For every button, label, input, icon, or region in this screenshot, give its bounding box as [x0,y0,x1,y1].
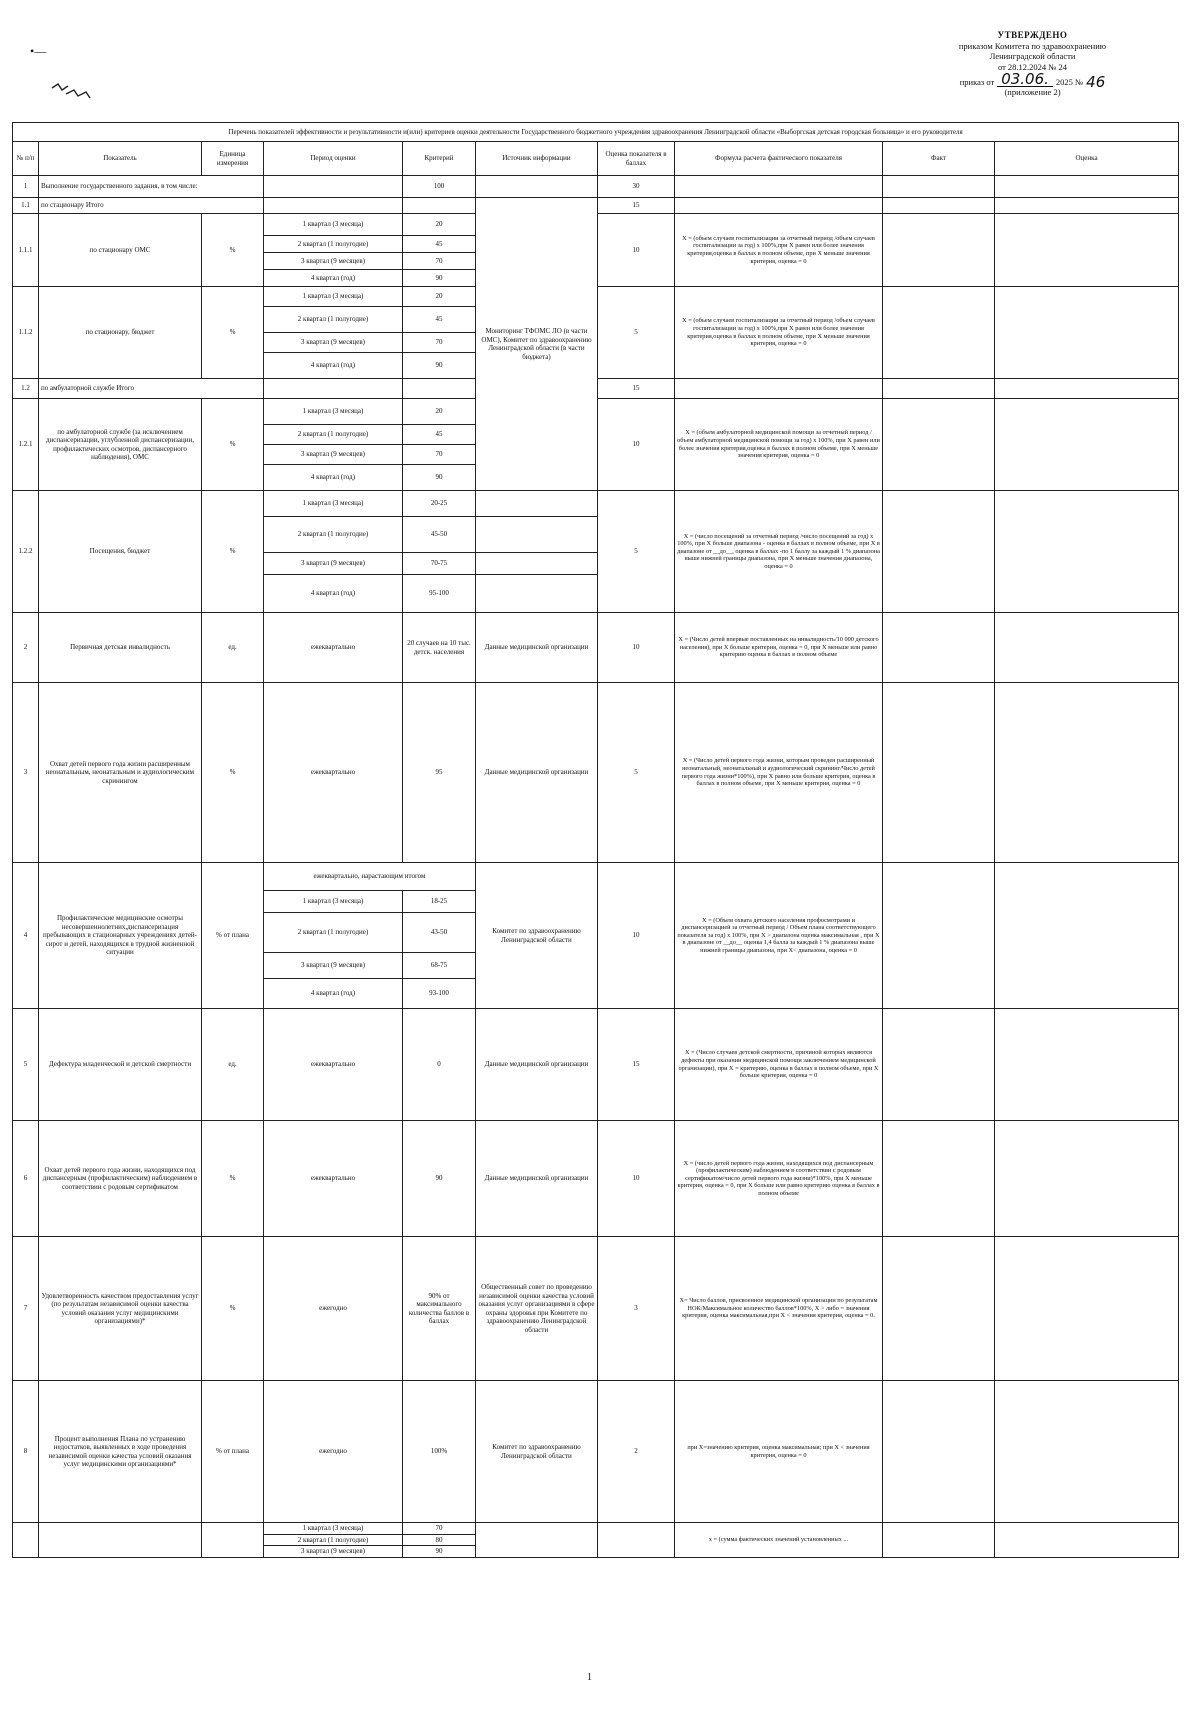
row-period: 1 квартал (3 месяца) [264,287,403,307]
row-criterion: 20 [403,214,476,236]
approval-line-3: от 28.12.2024 № 24 [997,61,1068,72]
row-indicator: по стационару, бюджет [39,287,202,379]
table-row [13,1237,1179,1381]
table-row [13,683,1179,863]
row-source: Данные медицинской организации [476,1009,598,1121]
row-indicator: Первичная детская инвалидность [39,613,202,683]
row-num: 1.1 [13,198,39,214]
row-period: ежеквартально [264,1121,403,1237]
row-period: ежеквартально [264,613,403,683]
row-period: 4 квартал (год) [264,979,403,1009]
row-formula: X = (Число случаев детской смертности, причиной которых являются дефекты при оказании медицинской помощи заключением медицинской организации), при X = критерию, оценка в баллах в полном объеме, при X больше критерия, оценка = 0 [675,1009,883,1121]
row-period: 1 квартал (3 месяца) [264,399,403,425]
row-criterion: 43-50 [403,913,476,953]
row-indicator: Охват детей первого года жизни расширенным неонатальным, неонатальным и аудиологическим скринингом [39,683,202,863]
row-indicator: Профилактические медицинские осмотры несовершеннолетних,диспансеризация пребывающих в стационарных учреждениях детей-сирот и детей, находящихся в трудной жизненной ситуации [39,863,202,1009]
row-formula: X = (число детей первого года жизни, находящихся под диспансерным (профилактическим) наблюдением в соответствии с родовым сертификатом/число детей первого года жизни)*100%, при X меньше критерия, оценка = 0, при X больше или равно критерию оценка в баллах в полном объеме [675,1121,883,1237]
row-period: 2 квартал (1 полугодие) [264,425,403,445]
row-period: 2 квартал (1 полугодие) [264,1534,403,1546]
header-row [13,142,1179,176]
row-source: Комитет по здравоохранению Ленинградской области [476,1381,598,1523]
table-row [13,863,1179,891]
row-criterion: 70-75 [403,553,476,575]
handwritten-mark-icon [48,80,94,102]
header-period: Период оценки [264,142,403,176]
header-indicator: Показатель [39,142,202,176]
row-num: 1 [13,176,39,198]
row-criterion: 45 [403,236,476,253]
row-criterion: 90 [403,353,476,379]
page-number: 1 [587,1672,592,1683]
row-score: 15 [598,379,675,399]
row-unit: % от плана [202,1381,264,1523]
row-indicator: по амбулаторной службе (за исключением диспансеризации, углубленной диспансеризации, профилактических осмотров, диспансерного наблюдения), ОМС [39,399,202,491]
row-score: 10 [598,863,675,1009]
row-criterion: 93-100 [403,979,476,1009]
row-period: ежегодно [264,1237,403,1381]
row-formula: X = (Число детей первого года жизни, которым проведен расширенный неонатальный, неонатальный и аудиологический скрининг/Число детей первого года жизни*100%), при X равно или больше критерия, оценка в баллах в полном объеме, при X меньше критерия, оценка = 0 [675,683,883,863]
row-indicator: по амбулаторной службе Итого [39,379,264,399]
row-criterion: 90 [403,1546,476,1558]
row-indicator: Посещения, бюджет [39,491,202,613]
row-period: 3 квартал (9 месяцев) [264,553,403,575]
table-row [13,1121,1179,1237]
row-indicator: Процент выполнения Плана по устранению недостатков, выявленных в ходе проведения независимой оценки качества условий оказания услуг медицинскими организациями* [39,1381,202,1523]
header-evaluation: Оценка [995,142,1179,176]
row-criterion: 70 [403,253,476,270]
row-period: 3 квартал (9 месяцев) [264,253,403,270]
row-criterion: 80 [403,1534,476,1546]
row-criterion: 95 [403,683,476,863]
row-period: ежегодно [264,1381,403,1523]
row-criterion: 100% [403,1381,476,1523]
row-period: 4 квартал (год) [264,353,403,379]
row-unit: % [202,214,264,287]
row-criterion: 100 [403,176,476,198]
row-period: 2 квартал (1 полугодие) [264,913,403,953]
row-formula: при X=значению критерия, оценка максимальная; при X < значения критерия, оценка = 0 [675,1381,883,1523]
row-criterion: 45 [403,307,476,333]
table-title: Перечень показателей эффективности и результативности и(или) критериев оценки деятельности Государственного бюджетного учреждения здравоохранения Ленинградской области «Выборгская детская городская больница» и его руководителя [13,123,1179,142]
row-unit: ед. [202,1009,264,1121]
row-period: ежеквартально [264,1009,403,1121]
row-source: Данные медицинской организации [476,683,598,863]
row-num: 4 [13,863,39,1009]
row-criterion: 90% от максимального количества баллов в баллах [403,1237,476,1381]
row-score: 2 [598,1381,675,1523]
row-period: ежеквартально [264,683,403,863]
row-source: Мониторинг ТФОМС ЛО (в части ОМС), Комитет по здравоохранению Ленинградской области (в части бюджета) [476,198,598,491]
approval-stamp [905,30,1160,98]
row-num: 6 [13,1121,39,1237]
row-unit: ед. [202,613,264,683]
row-source: Данные медицинской организации [476,1121,598,1237]
row-criterion: 90 [403,270,476,287]
row-criterion: 20 [403,399,476,425]
row-num: 2 [13,613,39,683]
row-score: 15 [598,1009,675,1121]
table-row [13,176,1179,198]
row-num: 8 [13,1381,39,1523]
row-num: 1.2.1 [13,399,39,491]
header-fact: Факт [883,142,995,176]
table-row [13,1009,1179,1121]
row-criterion: 90 [403,1121,476,1237]
row-num: 3 [13,683,39,863]
row-unit: % [202,1121,264,1237]
header-num: № п/п [13,142,39,176]
row-criterion: 70 [403,1523,476,1535]
row-num: 1.1.2 [13,287,39,379]
row-criterion: 0 [403,1009,476,1121]
row-score: 5 [598,287,675,379]
row-score: 3 [598,1237,675,1381]
row-score: 10 [598,399,675,491]
row-period: 3 квартал (9 месяцев) [264,333,403,353]
row-num: 7 [13,1237,39,1381]
row-period: 1 квартал (3 месяца) [264,1523,403,1535]
order-number-handwritten: 46 [1086,72,1106,91]
row-unit: % [202,491,264,613]
row-score: 10 [598,613,675,683]
row-criterion: 70 [403,333,476,353]
row-period: 3 квартал (9 месяцев) [264,445,403,465]
header-unit: Единица измерения [202,142,264,176]
row-score: 30 [598,176,675,198]
row-criterion: 20 случаев на 10 тыс. детск. населения [403,613,476,683]
row-period: 4 квартал (год) [264,270,403,287]
table-row [13,491,1179,517]
row-formula: X = (Число детей впервые поставленных на инвалидность/10 000 детского населения), при X больше критерия, оценка = 0, при X меньше или равно критерию оценка в баллах в полном объеме [675,613,883,683]
approval-line-5: (приложение 2) [1004,87,1061,97]
row-source: Данные медицинской организации [476,613,598,683]
row-criterion: 45-50 [403,517,476,553]
row-score: 10 [598,214,675,287]
row-criterion: 95-100 [403,575,476,613]
row-indicator: Выполнение государственного задания, в том числе: [39,176,264,198]
row-period: 1 квартал (3 месяца) [264,491,403,517]
table-row [13,1523,1179,1535]
row-period: 1 квартал (3 месяца) [264,891,403,913]
row-period: 2 квартал (1 полугодие) [264,236,403,253]
row-indicator: Удовлетворенность качеством предоставления услуг (по результатам независимой оценки качества условий оказания услуг медицинскими организациями)* [39,1237,202,1381]
row-formula: X = (объем случаев госпитализации за отчетный период /объем случаев госпитализации за год) x 100%,при X равен или более значения критерия,оценка в баллах в полном объеме, при X меньше значения критерия, оценка = 0 [675,287,883,379]
row-period: 3 квартал (9 месяцев) [264,953,403,979]
table-row [13,198,1179,214]
row-period: 4 квартал (год) [264,575,403,613]
row-criterion: 68-75 [403,953,476,979]
row-num: 1.1.1 [13,214,39,287]
row-formula: X = (объем амбулаторной медицинской помощи за отчетный период / объем амбулаторной медицинской помощи за год) x 100%, при X равен или более значения критерия,оценка в баллах в полном объеме, при X меньше значения критерия, оценка = 0 [675,399,883,491]
row-period: 2 квартал (1 полугодие) [264,307,403,333]
row-unit: % [202,683,264,863]
order-year: 2025 № [1055,76,1084,87]
row-indicator: по стационару Итого [39,198,264,214]
header-formula: Формула расчета фактического показателя [675,142,883,176]
row-num: 5 [13,1009,39,1121]
row-unit: % от плана [202,863,264,1009]
row-criterion: 20-25 [403,491,476,517]
row-formula: X= Число баллов, присвоенное медицинской организации по результатам НОК/Максимальное количество баллов*100%, X > либо = значения критерия, оценка максимальная,при X < значения критерия, оценка = 0. [675,1237,883,1381]
row-indicator: по стационару ОМС [39,214,202,287]
row-criterion: 70 [403,445,476,465]
row-unit: % [202,399,264,491]
row-source: Общественный совет по проведению независимой оценки качества условий оказания услуг организациями в сфере охраны здоровья при Комитете по здравоохранению Ленинградской области [476,1237,598,1381]
row-source: Комитет по здравоохранению Ленинградской области [476,863,598,1009]
row-num: 1.2.2 [13,491,39,613]
row-criterion: 20 [403,287,476,307]
row-period: 3 квартал (9 месяцев) [264,1546,403,1558]
row-formula: X = (число посещений за отчетный период /число посещений за год) x 100%, при X больше диапазона - оценка в баллах в полном объеме, при X в диапазоне от __до__, оценка в баллах -по 1 баллу за каждый 1 % диапазона выше нижней границы диапазона, при X меньше значения диапазона, оценка = 0 [675,491,883,613]
row-criterion: 45 [403,425,476,445]
order-prefix: приказ от [959,76,995,87]
row-indicator: Дефектура младенческой и детской смертности [39,1009,202,1121]
row-period: 2 квартал (1 полугодие) [264,517,403,553]
row-formula: X = (объем случаев госпитализации за отчетный период /объем случаев госпитализации за год) x 100%,при X равен или более значения критерия,оценка в баллах в полном объеме, при X меньше значения критерия, оценка = 0 [675,214,883,287]
header-score: Оценка показателя в баллах [598,142,675,176]
row-score: 15 [598,198,675,214]
corner-mark: •— [30,44,47,58]
row-formula: X = (Объем охвата детского населения профосмотрами и диспансеризацией за отчетный период / Объем плана соответствующего показателя за год) x 100%, при X > диапазона оценка максимальная , при X в диапазоне от __до__ оценка 1,4 балла за каждый 1 % диапазона выше нижней границы диапазона, при X< диапазона, оценка = 0 [675,863,883,1009]
indicators-table [12,122,1179,1558]
approval-order-line [905,70,1160,91]
row-unit: % [202,1237,264,1381]
approval-heading: УТВЕРЖДЕНО [997,30,1068,40]
row-score: 10 [598,1121,675,1237]
header-source: Источник информации [476,142,598,176]
table-row [13,613,1179,683]
approval-line-1: приказом Комитета по здравоохранению [958,40,1107,51]
row-criterion: 90 [403,465,476,491]
row-period: 1 квартал (3 месяца) [264,214,403,236]
approval-line-2: Ленинградской области [989,51,1076,61]
row-period-head: ежеквартально, нарастающим итогом [264,863,476,891]
row-score: 5 [598,491,675,613]
header-criterion: Критерий [403,142,476,176]
row-num: 1.2 [13,379,39,399]
row-period: 4 квартал (год) [264,465,403,491]
order-date-handwritten: 03.06. [997,72,1053,87]
row-criterion: 18-25 [403,891,476,913]
row-score: 5 [598,683,675,863]
table-row [13,1381,1179,1523]
row-indicator: Охват детей первого года жизни, находящихся под диспансерным (профилактическим) наблюдением в соответствии с родовым сертификатом [39,1121,202,1237]
row-formula: x = (сумма фактических значений установленных ... [675,1523,883,1558]
row-unit: % [202,287,264,379]
